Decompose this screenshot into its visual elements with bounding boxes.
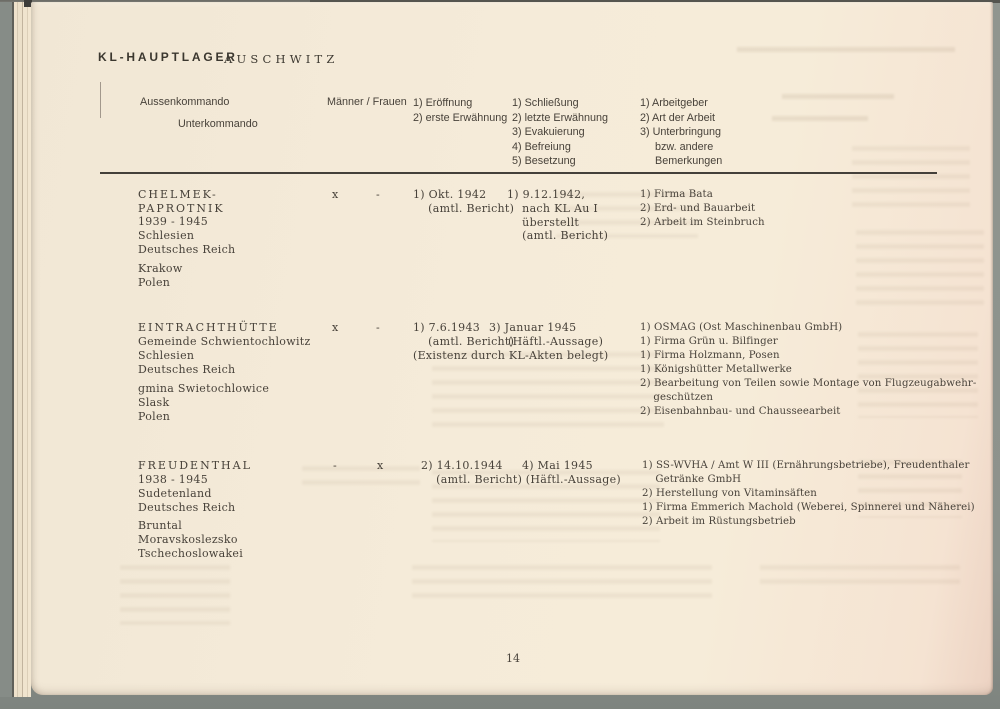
location-line: Deutsches Reich xyxy=(138,242,236,256)
closing-info xyxy=(522,459,621,487)
location-line: 1938 - 1945 xyxy=(138,473,208,486)
employer-line: geschützen xyxy=(640,392,714,403)
employer-line: 1) Firma Bata xyxy=(640,189,713,200)
location-line: 1939 - 1945 xyxy=(138,215,208,228)
location-line: Polen xyxy=(138,409,171,423)
camp-name-line: CHELMEK- xyxy=(138,188,218,201)
employer-line: Getränke GmbH xyxy=(642,474,742,485)
employer-line: 2) Erd- und Bauarbeit xyxy=(640,203,756,214)
closing-line: 3) Januar 1945 xyxy=(489,321,577,334)
header-maenner-frauen: Männer / Frauen xyxy=(327,96,407,108)
header-line: 1) Arbeitgeber xyxy=(640,97,708,109)
maenner-mark: - xyxy=(333,459,337,472)
maenner-mark: x xyxy=(332,188,339,201)
opening-line: 1) 7.6.1943 xyxy=(413,321,481,334)
employer-info xyxy=(642,459,975,529)
location-line: Schlesien xyxy=(138,348,195,362)
camp-location-historic xyxy=(138,215,235,256)
closing-line: nach KL Au I xyxy=(507,201,599,215)
camp-name-line: PAPROTNIK xyxy=(138,201,225,215)
closing-line: überstellt xyxy=(507,215,580,229)
header-rule xyxy=(100,172,937,174)
bleed-through-text xyxy=(856,230,984,310)
location-line: Gemeinde Schwientochlowitz xyxy=(138,335,311,348)
maenner-mark: x xyxy=(332,321,339,334)
bleed-through-text xyxy=(737,47,955,59)
header-line: bzw. andere xyxy=(640,140,714,153)
header-line: 3) Unterbringung xyxy=(640,126,722,139)
page-title-location: AUSCHWITZ xyxy=(224,52,339,66)
opening-line: 2) 14.10.1944 xyxy=(421,459,503,472)
page-number: 14 xyxy=(506,652,520,665)
header-line: 2) letzte Erwähnung xyxy=(512,111,609,124)
location-line: gmina Swietochlowice xyxy=(138,382,270,395)
header-line: 4) Befreiung xyxy=(512,140,571,153)
camp-name-line: EINTRACHTHÜTTE xyxy=(138,321,279,334)
location-line: Moravskoslezsko xyxy=(138,532,238,546)
closing-line: (Häftl.-Aussage) xyxy=(489,334,604,348)
header-line: 2) erste Erwähnung xyxy=(413,111,508,124)
opening-info xyxy=(421,459,522,487)
header-aussenkommando: Aussenkommando xyxy=(140,96,230,108)
header-eroeffnung xyxy=(413,96,507,125)
bleed-through-text xyxy=(302,466,420,494)
opening-line: (amtl. Bericht) xyxy=(413,334,515,348)
employer-line: 2) Eisenbahnbau- und Chausseearbeit xyxy=(640,406,841,417)
closing-line: 1) 9.12.1942, xyxy=(507,188,586,201)
frauen-mark: - xyxy=(376,321,380,334)
bleed-through-text xyxy=(120,565,230,625)
bleed-through-text xyxy=(852,146,970,214)
employer-line: 2) Bearbeitung von Teilen sowie Montage von Flugzeugabwehr- xyxy=(640,378,977,389)
employer-line: 1) Firma Holzmann, Posen xyxy=(640,350,780,361)
header-line: 5) Besetzung xyxy=(512,155,576,168)
bleed-through-text xyxy=(760,565,960,593)
employer-line: 2) Herstellung von Vitaminsäften xyxy=(642,488,817,499)
bleed-through-text xyxy=(432,352,664,430)
book-binding-page-edges xyxy=(0,2,31,697)
location-line: Krakow xyxy=(138,262,183,275)
camp-name xyxy=(138,188,225,216)
location-line: Deutsches Reich xyxy=(138,500,236,514)
employer-info xyxy=(640,321,976,419)
header-line: 2) Art der Arbeit xyxy=(640,111,716,124)
location-line: Tschechoslowakei xyxy=(138,546,244,560)
camp-location-historic xyxy=(138,335,311,376)
frauen-mark: - xyxy=(376,188,380,201)
bleed-through-text xyxy=(772,116,868,127)
employer-line: 1) OSMAG (Ost Maschinenbau GmbH) xyxy=(640,322,843,333)
camp-location-modern xyxy=(138,262,183,290)
location-line: Polen xyxy=(138,275,171,289)
header-unterkommando: Unterkommando xyxy=(178,118,258,130)
camp-name xyxy=(138,321,279,335)
header-line: 3) Evakuierung xyxy=(512,126,585,139)
bleed-through-text xyxy=(782,94,894,105)
location-line: Sudetenland xyxy=(138,486,212,500)
employer-line: 1) SS-WVHA / Amt W III (Ernährungsbetriebe), Freudenthaler xyxy=(642,460,970,471)
camp-name xyxy=(138,459,252,473)
location-line: Schlesien xyxy=(138,228,195,242)
closing-info xyxy=(489,321,603,349)
opening-line: (amtl. Bericht) xyxy=(421,472,523,486)
header-schliessung xyxy=(512,96,608,169)
location-line: Slask xyxy=(138,395,170,409)
employer-line: 1) Königshütter Metallwerke xyxy=(640,364,792,375)
closing-line: (amtl. Bericht) xyxy=(507,229,609,243)
page-title-camp: KL-HAUPTLAGER xyxy=(98,50,238,64)
header-line: 1) Schließung xyxy=(512,97,579,109)
employer-line: 2) Arbeit im Rüstungsbetrieb xyxy=(642,516,796,527)
opening-info xyxy=(413,188,514,216)
camp-location-historic xyxy=(138,473,235,514)
employer-line: 1) Firma Emmerich Machold (Weberei, Spinnerei und Näherei) xyxy=(642,502,975,513)
bleed-through-text xyxy=(412,565,712,605)
header-vertical-tick xyxy=(100,82,101,118)
camp-location-modern xyxy=(138,519,243,560)
location-line: Bruntal xyxy=(138,519,183,532)
camp-name-line: FREUDENTHAL xyxy=(138,459,252,472)
employer-info xyxy=(640,188,765,230)
opening-line: (Existenz durch KL-Akten belegt) xyxy=(413,348,609,362)
closing-line: 4) Mai 1945 xyxy=(522,459,593,472)
location-line: Deutsches Reich xyxy=(138,362,236,376)
header-line: 1) Eröffnung xyxy=(413,97,473,109)
closing-line: (Häftl.-Aussage) xyxy=(522,472,621,486)
employer-line: 2) Arbeit im Steinbruch xyxy=(640,217,765,228)
header-line: Bemerkungen xyxy=(640,155,723,168)
opening-line: (amtl. Bericht) xyxy=(413,201,515,215)
closing-info xyxy=(507,188,608,243)
opening-line: 1) Okt. 1942 xyxy=(413,188,487,201)
employer-line: 1) Firma Grün u. Bilfinger xyxy=(640,336,778,347)
header-arbeitgeber xyxy=(640,96,722,169)
camp-location-modern xyxy=(138,382,269,423)
frauen-mark: x xyxy=(377,459,384,472)
